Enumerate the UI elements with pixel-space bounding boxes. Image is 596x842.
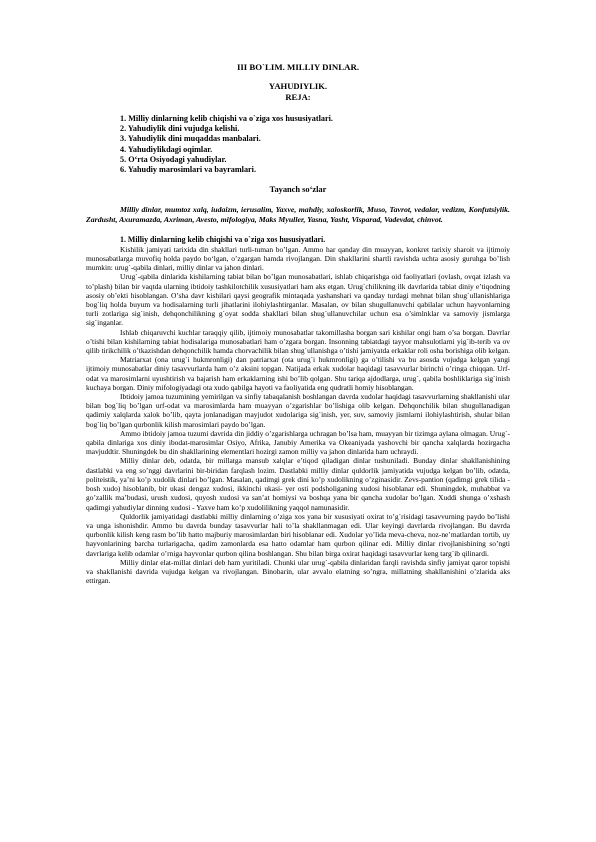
plan-item: 5. O‘rta Osiyodagi yahudiylar.: [120, 154, 227, 164]
paragraph: Urug`-qabila dinlarida kishilarning tabiat bilan bo’lgan munosabatlari, ishlab chiqarishga oid faoliyatlari (ovlash, ovqat izlash va to’plash) bilan bir vaqtda ularning ibtidoiy tashkilotchilik xususiyatlari ham aks etgan. Urug`chilikning ilk davrlarida tabiat diniy e’tiqodning asosiy ob’ekti hisoblangan. O’sha davr kishilari qaysi geografik mintaqada yashanshari va qanday turdagi mehnat bilan shug`ullanishlariga bog`liq holda buyum va hodisalarning turli jihatlarini ilohiylashtirganlar. Masalan, ov bilan shugullanuvchi qabilalar uchun hayvonlarning turli zotlariga sig`inish, dehqonchilikning g`oyat sodda shakllari bilan shug`ullanuvchilar uchun esa o’simlnklar va samoviy jismlarga sig`inganlar.: [86, 272, 510, 328]
plan-item: 1. Milliy dinlarning kelib chiqishi va o`ziga xos hususiyatlari.: [120, 114, 333, 123]
paragraph: Milliy dinlar deb, odatda, bir millatga mansub xalqlar e’tiqod qiladigan dinlar tushuniladi. Bunday dinlar shakllanishining dastlabki va eng so’nggi davrlarini bir-biridan farqlash lozim. Dastlabki milliy dinlar quldorlik jamiyatida vujudga kelgan bo’lib, odatda, politeistik, ya’ni ko’p xudolik dinlari bo’lgan. Masalan, qadimgi grek dini ko’p xudolikning o’zginasidir. Zevs-pantion (qadimgi grek tilida - bosh xudo) hisoblanib, bir ukasi dengaz xudosi, ikkinchi ukasi- yer osti podsholiganing xudosi hisoblanar edi. Shuningdek, muhabbat va go’zallik ma’budasi, urush xudosi, quyosh xudosi va san’at homiysi va boshqa yana bir qancha xudolar bo’lgan. Xuddi shunga o’xshash qadimgi yahudiylar dinning xudosi - Yaxve ham ko’p xudolilikning yaqqol namunasidir.: [86, 456, 510, 512]
paragraph: Ammo ibtidoiy jamoa tuzumi davrida din jiddiy o’zgarishlarga uchragan bo’lsa ham, muayyan bir tizimga aylana olmagan. Urug`-qabila dinlariga xos diniy ibodat-marosimlar Osiyo, Afrika, Janubiy Amerika va Okeaniyada yashovchi bir qancha xalqlarda hozirgacha mavjuddtir. Shuningdek bu din shakllarining elementlari hozirgi zamon milliy va jahon dinlarida ham uchraydi.: [86, 428, 510, 457]
paragraph: Quldorlik jamiyatidagi dastlabki milliy dinlarning o’ziga xos yana bir xususiyati oxirat to’g`risidagi tasavvurning paydo bo’lishi va unga ishonishdir. Ammo bu davrda bunday tasavvurlar hali to’la shakllanmagan edi. Ular keyingi davrlarda rivojlangan. Bu davrda qurbonlik kilish keng rasm bo’lib hatto majburiy marosimlardan biri hisoblanar edi. Xudolar yo’lida meva-cheva, noz-ne’matlardan tortib, uy hayvonlarining barcha turlarigacha, qadim zamonlarda esa hatto odamlar ham qurbon qilinar edi. Milliy dinlar rivojlanishining so’ngti davrlariga kelib odamlar o’rniga hayvonlar qurbon qilina boshlangan. Shu bilan birga oxirat haqidagi tasavvurlar keng targ`ib qilinardi.: [86, 511, 510, 558]
document-body: [86, 62, 510, 585]
plan-list: [86, 114, 510, 175]
plan-item: 3. Yahudiylik dini muqaddas manbalari.: [120, 134, 261, 144]
paragraph: Ishlab chiqaruvchi kuchlar taraqqiy qilib, ijtimoiy munosabatlar takomillasha borgan sari kishilar ongi ham o’sa borgan. Davrlar o’tishi bilan kishilarning tabiat hodisalariga munosabatlari ham o’zgara borgan. Insonning tabiatdagi tayyor mahsulotlarni yig`ib-terib va ov qilib tirikchilik o’tkazishdan dehqonchilik hamda chorvachilik bilan shug`ullanishga o’tishi jamiyatda erkaklar roli osha borishiga olib kelgan.: [86, 327, 510, 356]
keywords-text: Milliy dinlar, mumtoz xalq, iudaizm, ierusalim, Yaxve, mahdiy, xaloskorlik, Muso, Tavrot, vedalar, vedizm, Konfutsiylik. Zardusht, Axuramazda, Axriman, Avesto, mifologiya, Maks Myuller, Yasna, Yasht, Visparad, Vadevdat, chinvot.: [86, 205, 510, 225]
plan-item: 2. Yahudiylik dini vujudga kelishi.: [120, 124, 240, 134]
paragraph: Ibtidoiy jamoa tuzumining yemirilgan va sinfiy tabaqalanish boshlangan davrda xudolar haqidagi tasavvurlarning shakllanishi ular bilan bog`liq bo’lgan urf-odat va marosimlarda ham muayyan o’zgarishlar bo’lishiga olib kelgan. Dehqonchilik bilan shugullanadigan qadimiy xalqlarda xalok bo’lib, qayta jonlanadigan mayjudot xudolariga sig`inish, yer, suv, samoviy jismlarni ilohiylashtirish, shular bilan bog`liq bo’lgan qurbonlik kilish marosimlari paydo bo’lgan.: [86, 392, 510, 429]
paragraph: Matriarxat (ona urug`i hukmronligi) dan patriarxat (ota urug`i hukmronligi) ga o’tilishi va bu asosda vujudga kelgan yangi ijtimoiy munosabatlar diniy tasavvurlarda ham o’z aksini topgan. Natijada erkak xudolar haqidagi tasavvurlar birinchi o’ringa chiqqan. Urf-odat va marosimlarni uyushtirish va bajarish ham erkaklarning ishi bo’lib qolgan. Shu tariqa ajdodlarga, urug`, qabila boshliklariga sig`inish kuchaya borgan. Diniy mifologiyadagi ota xudo qabilga hayoti va faoliyatida eng qudratli homiy hisoblangan.: [86, 355, 510, 392]
topic-title: YAHUDIYLIK.: [268, 81, 328, 91]
plan-title: REJA:: [285, 92, 311, 102]
keywords-title: Tayanch so‘zlar: [269, 185, 327, 195]
plan-item: 4. Yahudiylikdagi oqimlar.: [120, 144, 213, 154]
section-title: 1. Milliy dinlarning kelib chiqishi va o`ziga xos hususiyatlari.: [120, 234, 326, 244]
plan-item: 6. Yahudiy marosimlari va bayramlari.: [120, 165, 257, 175]
paragraph: Kishilik jamiyati tarixida din shakllari turli-tuman bo’lgan. Ammo har qanday din muayyan, konkret tarixiy sharoit va ijtimoiy munosabatlarga muvofiq holda paydo bo‘lgan, o’zgargan hamda rivojlangan. Din shakllarini shartli ravishda uchta asosiy guruhga bo’lish mumkin: urug`-qabila dinlari, milliy dinlar va jahon dinlari.: [86, 244, 510, 273]
paragraph: Milliy dinlar elat-millat dinlari deb ham yuritiladi. Chunki ular urug`-qabila dinlaridan farqli ravishda sinfiy jamiyat qaror topishi va shakllanishi davrida vujudga kelgan va rivojlangan. Binobarin, ular avvalo elatning so’ngra, millatning shakllanishini o’zlarida aks ettirgan.: [86, 557, 510, 586]
part-title: III BO`LIM. MILLIY DINLAR.: [236, 62, 360, 72]
